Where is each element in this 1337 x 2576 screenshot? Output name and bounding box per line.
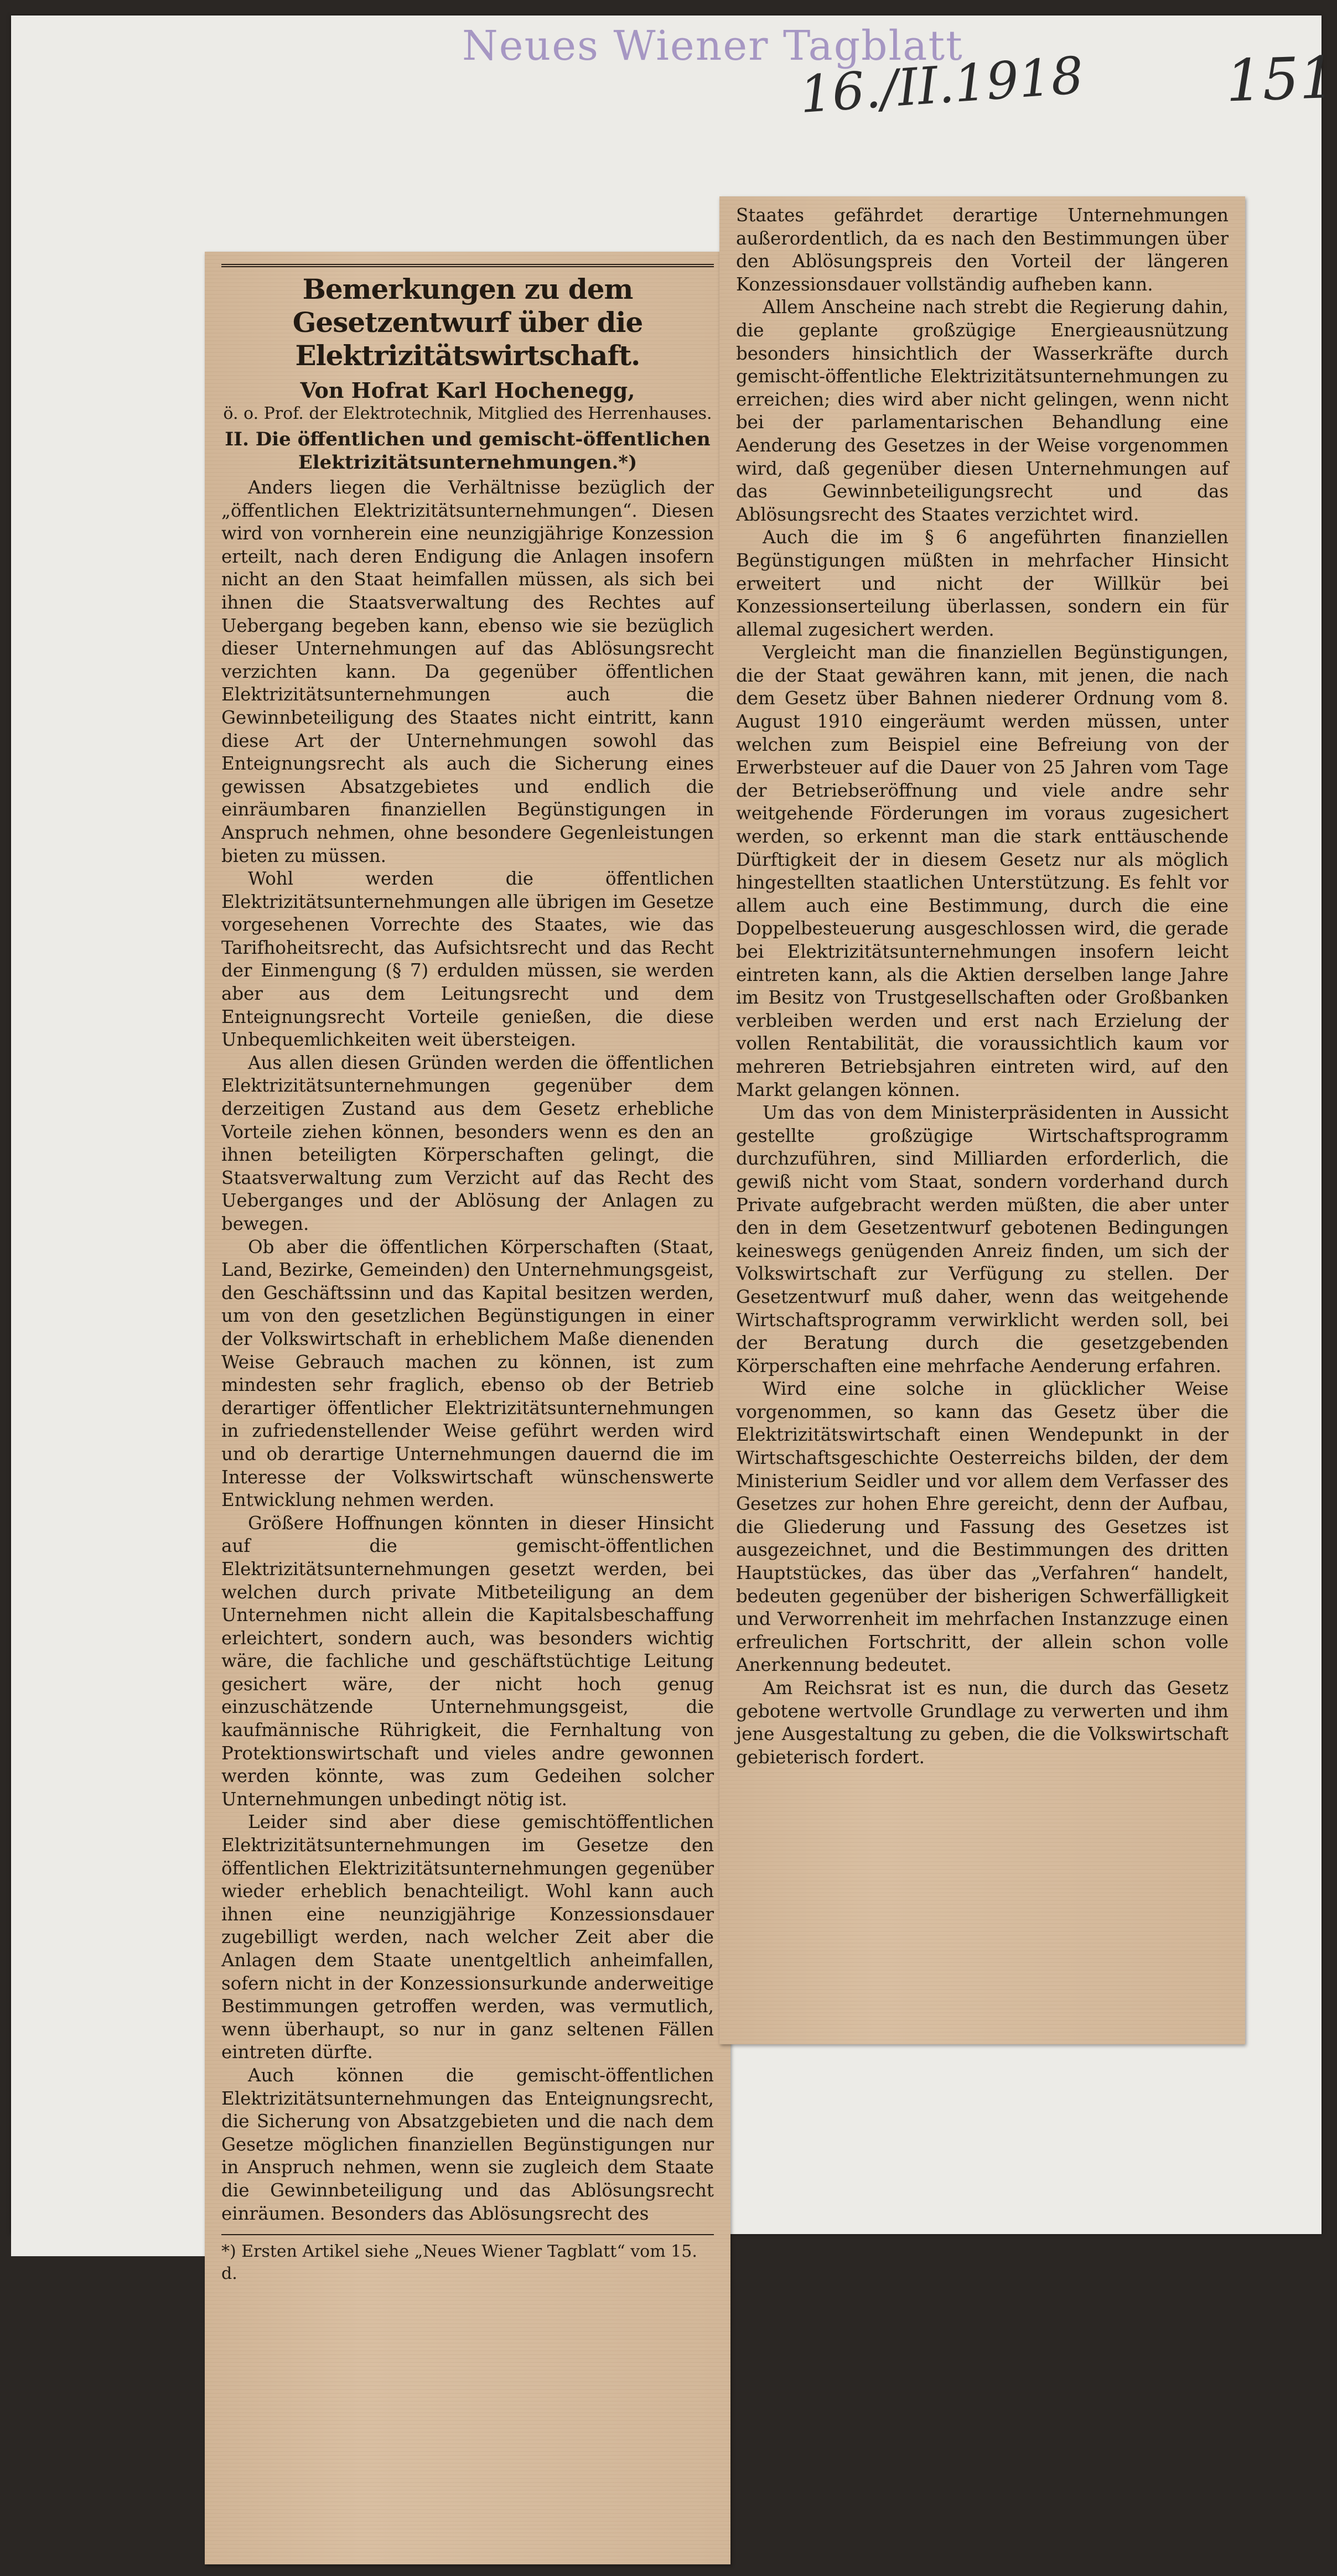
clipping-left-column — [205, 252, 730, 2564]
left-column-text — [221, 476, 714, 2225]
paragraph: Vergleicht man die finanziellen Begünstigungen, die der Staat gewähren kann, mit jenen, die nach dem Gesetz über Bahnen niederer Ordnung vom 8. August 1910 eingeräumt werden müssen, unter welchen zum Beispiel eine Befreiung von der Erwerbsteuer auf die Dauer von 25 Jahren vom Tage der Betriebseröffnung und viele andre sehr weitgehende Förderungen im voraus zugesichert werden, so erkennt man die stark enttäuschende Dürftigkeit der in diesem Gesetz nur als möglich hingestellten staatlichen Unterstützung. Es fehlt vor allem auch eine Bestimmung, durch die eine Doppelbesteuerung ausgeschlossen wird, die gerade bei Elektrizitätsunternehmungen insofern leicht eintreten kann, als die Aktien derselben lange Jahre im Besitz von Trustgesellschaften oder Großbanken verbleiben werden und erst nach Erzielung der vollen Rentabilität, die voraussichtlich kaum vor mehreren Betriebsjahren eintreten wird, auf den Markt gelangen können. — [736, 642, 1229, 1100]
paragraph: Auch können die gemischt-öffentlichen Elektrizitätsunternehmungen das Enteignungsrecht, die Sicherung von Absatzgebieten und die nach dem Gesetze möglichen finanziellen Begünstigungen nur in Anspruch nehmen, wenn sie zugleich dem Staate die Gewinnbeteiligung und das Ablösungsrecht einräumen. Besonders das Ablösungsrecht des — [221, 2064, 714, 2224]
handwritten-number: 151 — [1224, 43, 1337, 115]
article-title: Bemerkungen zu dem Gesetzentwurf über die Elektrizitätswirtschaft. — [292, 273, 643, 372]
right-column-text — [736, 204, 1229, 1769]
handwritten-date: 16./II.1918 — [797, 45, 1086, 125]
top-rule — [221, 264, 714, 267]
paragraph: Aus allen diesen Gründen werden die öffentlichen Elektrizitätsunternehmungen gegenüber dem derzeitigen Zustand aus dem Gesetz erhebliche Vorteile ziehen können, besonders wenn es den an ihnen beteiligten Körperschaften gelingt, die Staatsverwaltung zum Verzicht auf das Recht des Ueberganges und der Ablösung der Anlagen zu bewegen. — [221, 1052, 714, 1234]
footnote: *) Ersten Artikel siehe „Neues Wiener Tagblatt“ vom 15. d. — [221, 2234, 714, 2285]
paragraph: Größere Hoffnungen könnten in dieser Hinsicht auf die gemischt-öffentlichen Elektrizitätsunternehmungen gesetzt werden, bei welchen durch private Mitbeteiligung an dem Unternehmen nicht allein die Kapitalsbeschaffung erleichtert, sondern auch, was besonders wichtig wäre, die fachliche und geschäftstüchtige Leitung gesichert wäre, der nicht hoch genug einzuschätzende Unternehmungsgeist, die kaufmännische Rührigkeit, die Fernhaltung von Protektionswirtschaft und vieles andre gewonnen werden könnte, was zum Gedeihen solcher Unternehmungen unbedingt nötig ist. — [221, 1512, 714, 1810]
newspaper-stamp: Neues Wiener Tagblatt — [462, 22, 963, 70]
paragraph: Wird eine solche in glücklicher Weise vorgenommen, so kann das Gesetz über die Elektrizitätswirtschaft einen Wendepunkt in der Wirtschaftsgeschichte Oesterreichs bilden, der dem Ministerium Seidler und vor allem dem Verfasser des Gesetzes zur hohen Ehre gereicht, denn der Aufbau, die Gliederung und Fassung des Gesetzes ist ausgezeichnet, und die Bestimmungen des dritten Hauptstückes, das über das „Verfahren“ handelt, bedeuten gegenüber der bisherigen Schwerfälligkeit und Verworrenheit im mehrfachen Instanzzuge einen erfreulichen Fortschritt, der allein schon volle Anerkennung bedeutet. — [736, 1378, 1229, 1676]
clipping-right-column — [719, 196, 1245, 2044]
paragraph: Ob aber die öffentlichen Körperschaften (Staat, Land, Bezirke, Gemeinden) den Unternehmungsgeist, den Geschäftssinn und das Kapital besitzen werden, um von den gesetzlichen Begünstigungen in einer der Volkswirtschaft in erheblichem Maße dienenden Weise Gebrauch machen zu können, ist zum mindesten sehr fraglich, ebenso ob der Betrieb derartiger öffentlicher Elektrizitätsunternehmungen in zufriedenstellender Weise geführt werden wird und ob derartige Unternehmungen dauernd die im Interesse der Volkswirtschaft wünschenswerte Entwicklung nehmen werden. — [221, 1236, 714, 1511]
article-byline: Von Hofrat Karl Hochenegg, — [300, 378, 635, 403]
paragraph: Am Reichsrat ist es nun, die durch das Gesetz gebotene wertvolle Grundlage zu verwerten und ihm jene Ausgestaltung zu geben, die die Volkswirtschaft gebieterisch fordert. — [736, 1677, 1229, 1768]
paragraph: Staates gefährdet derartige Unternehmungen außerordentlich, da es nach den Bestimmungen über den Ablösungspreis den Vorteil der längeren Konzessionsdauer vollständig aufheben kann. — [736, 205, 1229, 295]
section-title: II. Die öffentlichen und gemischt-öffentlichen Elektrizitätsunternehmungen.*) — [225, 428, 711, 474]
paragraph: Anders liegen die Verhältnisse bezüglich der „öffentlichen Elektrizitätsunternehmungen“. Diesen wird von vornherein eine neunzigjährige Konzession erteilt, nach deren Endigung die Anlagen insofern nicht an den Staat heimfallen müssen, als sich bei ihnen die Staatsverwaltung des Rechtes auf Uebergang begeben kann, ebenso wie sie bezüglich dieser Unternehmungen auf das Ablösungsrecht verzichten kann. Da gegenüber öffentlichen Elektrizitätsunternehmungen auch die Gewinnbeteiligung des Staates nicht eintritt, kann diese Art der Unternehmungen sowohl das Enteignungsrecht als auch die Sicherung eines gewissen Absatzgebietes und endlich die einräumbaren finanziellen Begünstigungen in Anspruch nehmen, ohne besondere Gegenleistungen bieten zu müssen. — [221, 477, 714, 866]
paragraph: Wohl werden die öffentlichen Elektrizitätsunternehmungen alle übrigen im Gesetze vorgesehenen Vorrechte des Staates, wie das Tarifhoheitsrecht, das Aufsichtsrecht und das Recht der Einmengung (§ 7) erdulden müssen, sie werden aber aus dem Leitungsrecht und dem Enteignungsrecht Vorteile genießen, die diese Unbequemlichkeiten weit übersteigen. — [221, 868, 714, 1051]
paragraph: Auch die im § 6 angeführten finanziellen Begünstigungen müßten in mehrfacher Hinsicht erweitert und nicht der Willkür bei Konzessionserteilung überlassen, sondern ein für allemal zugesichert werden. — [736, 527, 1229, 640]
paragraph: Allem Anscheine nach strebt die Regierung dahin, die geplante großzügige Energieausnützung besonders hinsichtlich der Wasserkräfte durch gemischt-öffentliche Elektrizitätsunternehmungen zu erreichen; dies wird aber nicht gelingen, wenn nicht bei der parlamentarischen Behandlung eine Aenderung des Gesetzes in der Weise vorgenommen wird, daß gegenüber diesen Unternehmungen auf das Gewinnbeteiligungsrecht und das Ablösungsrecht des Staates verzichtet wird. — [736, 297, 1229, 525]
paragraph: Leider sind aber diese gemischtöffentlichen Elektrizitätsunternehmungen im Gesetze den öffentlichen Elektrizitätsunternehmungen gegenüber wieder erheblich benachteiligt. Wohl kann auch ihnen eine neunzigjährige Konzessionsdauer zugebilligt werden, nach welcher Zeit aber die Anlagen dem Staate unentgeltlich anheimfallen, sofern nicht in der Konzessionsurkunde anderweitige Bestimmungen getroffen werden, was vermutlich, wenn überhaupt, so nur in ganz seltenen Fällen eintreten dürfte. — [221, 1811, 714, 2063]
paragraph: Um das von dem Ministerpräsidenten in Aussicht gestellte großzügige Wirtschaftsprogramm durchzuführen, sind Milliarden erforderlich, die gewiß nicht vom Staat, sondern vorderhand durch Private aufgebracht werden müßten, die aber unter den in dem Gesetzentwurf gebotenen Bedingungen keineswegs genügenden Anreiz finden, um sich der Volkswirtschaft zur Verfügung zu stellen. Der Gesetzentwurf muß daher, wenn das weitgehende Wirtschaftsprogramm verwirklicht werden soll, bei der Beratung durch die gesetzgebenden Körperschaften eine mehrfache Aenderung erfahren. — [736, 1102, 1229, 1377]
author-affiliation: ö. o. Prof. der Elektrotechnik, Mitglied des Herrenhauses. — [223, 404, 712, 423]
